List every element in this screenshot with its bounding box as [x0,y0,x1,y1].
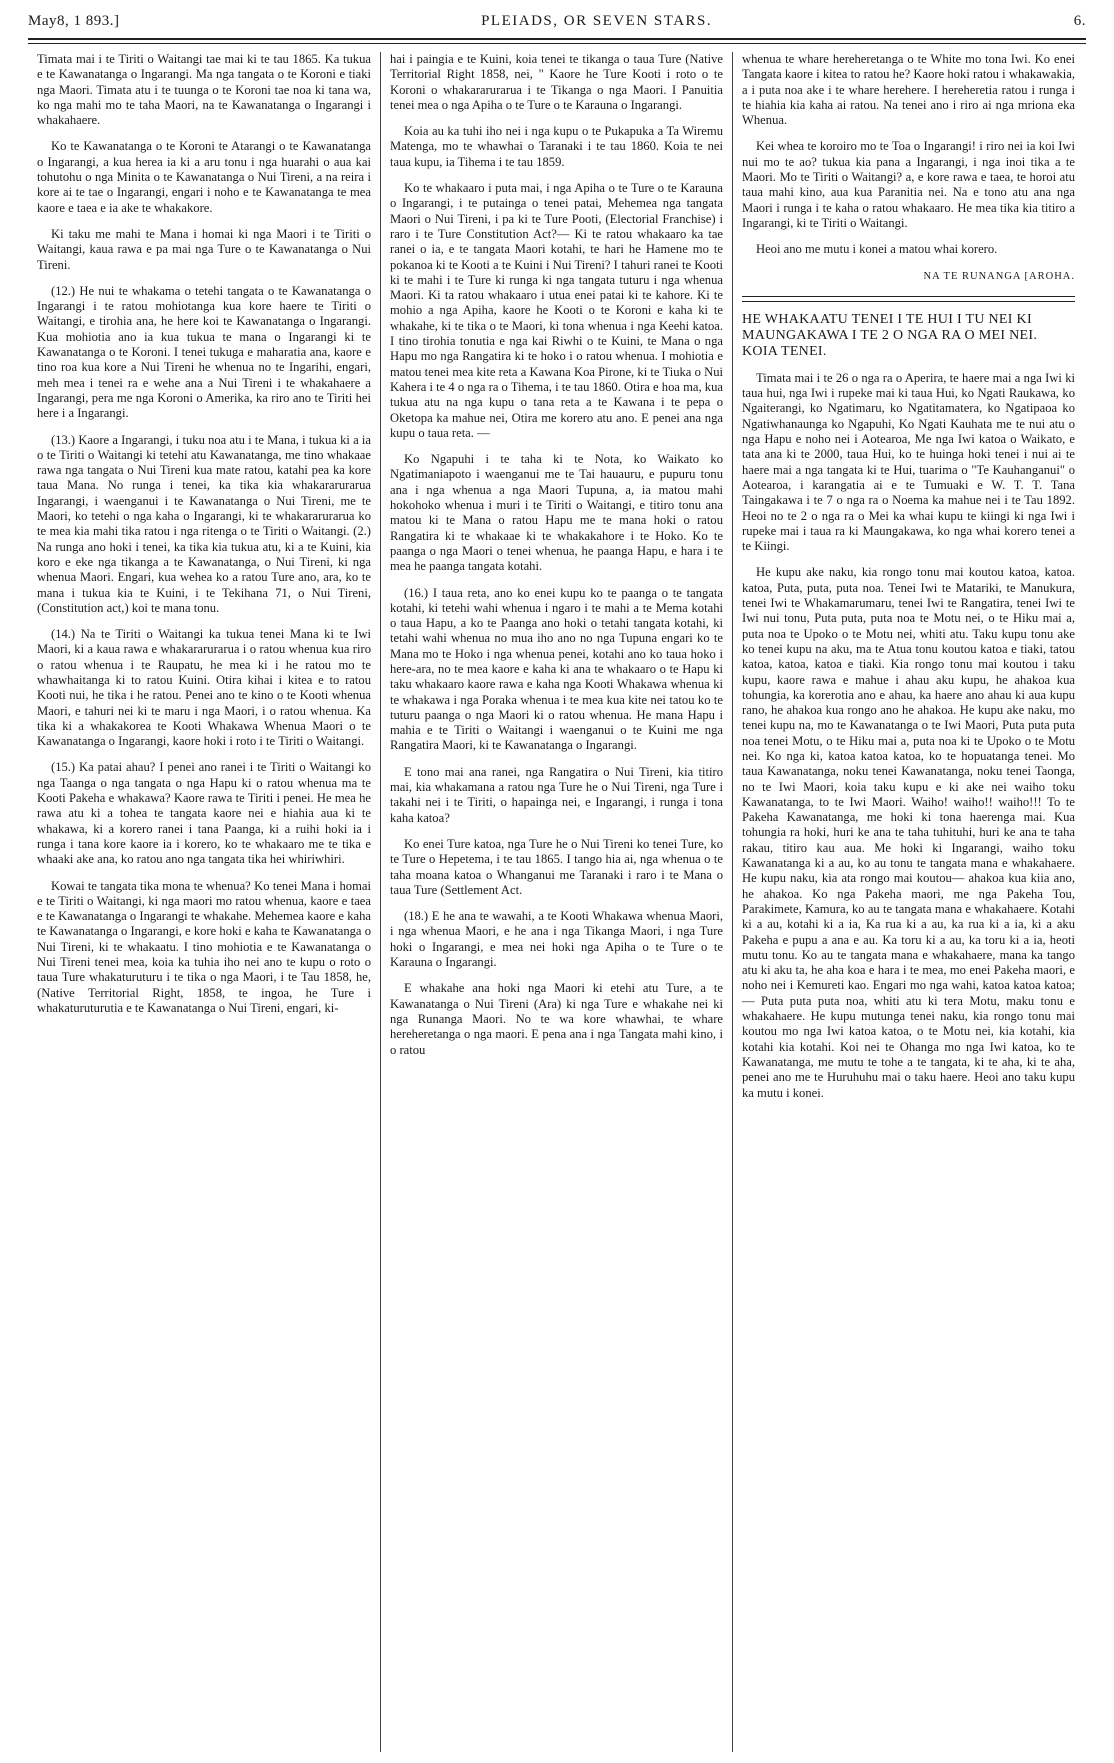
publication-title: PLEIADS, OR SEVEN STARS. [481,12,713,29]
paragraph: He kupu ake naku, kia rongo tonu mai koutou katoa, katoa. katoa, Puta, puta, puta noa. Tenei Iwi te Matariki, te Manukura, tenei Iwi te Whakamarumaru, tenei Iwi te Rangatira, tenei Iwi te Iwi nui tonu, Puta puta, puta noa te Motu nei, o te Hiku mai a, puta noa te Upoko o te Motu nei, whiti atu. Taku kupu tonu ake ko tenei kupu na aku, ma te Atua tonu koutou katoa e tiaki, tatou katoa, katoa, katoa e tiaki. Kia rongo tonu mai koutou i taku kupu, kaore rawa e mahue i ahau aku kupu, he ahakoa kua tohungia, ka korerotia ano e ahau, ka haere ano ahau ki aua kupu rano, he ahakoa kua rongo ano he ahakoa. He kupu ake naku, mo tenei kupu na, mo te Kawanatanga o te Iwi Maori, Puta puta puta noa tenei Motu, o te Hiku mai a, puta noa ki te Upoko o te Motu nei. Ko nga ki, katoa katoa katoa, ko te hopuatanga tenei. Mo taua Kawanatanga, noku tenei Kawanatanga, noku tenei Taonga, no te Iwi Maori, koia taku kupu e ki ake nei waiho toku Kawanatanga, to te Iwi Maori. Waiho! waiho!! waiho!!! To te Pakeha Kawanatanga, me hoki ki tona haerenga mai. Kua tohungia ra hoki, huri ke ana te taha tuhituhi, huri ke ana te taha rakau, titiro kau aua. Me hoki ki Ingarangi, waiho toku Kawanatanga ki a au, ko au tonu te tangata mana e whakahaere. He kupu naku, kia ata rongo mai koutou— ahakoa kua kiia ano, he ahakoa. Ko nga Pakeha maori, me nga Pakeha Tou, Parakimete, Kamura, ko au te tangata mana e whakahaere. Kotahi ki a au, kotahi ki a ia, Ka rua ki a au, ka rua ki a ia, ki a aku Pakeha e pupu a ana e au. Ka toru ki a au, ka toru ki a ia, heoti mutu tonu. Ko au te tangata mana e whakahaere, mana ka tango atu ki aku ta, he aha koa e hara i te mea, mo enei Pakeha maori, e noho nei i Kemureti kao. Engari mo nga wahi, katoa katoa katoa;— Puta puta puta noa, whiti atu ki tera Motu, maku tonu e whakahaere. He kupu mutunga tenei naku, kia rongo tonu mai koutou mo nga Iwi katoa katoa, o te Motu nei, kia kotahi, kia kotahi kia kotahi. Koi nei te Ohanga mo nga Iwi katoa, ko te Kawanatanga, me mutu te tohe a te tangata, ki te aha, ki te aha, penei ano me te Huruhuhu mai o taku haere. Heoi ano taku kupu ka mutu i konei. [742,565,1075,1100]
paragraph: whenua te whare hereheretanga o te White mo tona Iwi. Ko enei Tangata kaore i kitea to ratou he? Kaore hoki ratou i whakawakia, a i puta noa ake i te whare herehere. I hereheretia ratou i runga i te hiahia kia kaha ai ratou. Na tenei ano i riro ai nga mriona eka Whenua. [742,52,1075,128]
header-rule-thin [28,43,1086,44]
issue-date: May8, 1 893.] [28,12,120,29]
paragraph: Timata mai i te Tiriti o Waitangi tae mai ki te tau 1865. Ka tukua e te Kawanatanga o Ingarangi. Ma nga tangata o te Koroni e tiaki nga Maori. Timata atu i te tuunga o te Koroni tae noa ki tana wa, ko nga mahi mo te taha Maori, na te Kawanatanga o Ingarangi i whakahaere. [37,52,371,128]
paragraph: E whakahe ana hoki nga Maori ki etehi atu Ture, a te Kawanatanga o Nui Tireni (Ara) ki nga Ture e whakahe nei ki nga Runanga Maori. No te wa kore whawhai, te whare hereheretanga o nga maori. E pena ana i nga Tangata mahi kino, i o ratou [390,981,723,1057]
paragraph: (15.) Ka patai ahau? I penei ano ranei i te Tiriti o Waitangi ko nga Taanga o nga tangata o nga Hapu ki o ratou whenua ma te Kooti Pakeha e whakawa? Kaore rawa te Tiriti i penei. He mea he rawa atu ki a tohea te tangata kaore nei e hiahia aua ki te whakawa, ki a korero ranei i tana Paanga, ki a ruihi hoki ia i runga i tana kore kaore ia i korero, ko te whakaaro me te tika e whaaki ake ana, ko ratou ano nga tangata tika hei whiriwhiri. [37,760,371,867]
header-rule [28,38,1086,40]
page-number: 6. [1073,12,1086,29]
masthead [28,6,1086,36]
paragraph: Ko te whakaaro i puta mai, i nga Apiha o te Ture o te Karauna o Ingarangi, i te putainga o tenei patai, Mehemea nga tangata Maori o Nui Tireni, i pa ki te Ture Pooti, (Electorial Franchise) i raro i te Ture Constitution Act?— Ki te ratou whakaaro ka tae ranei o ia, e te tangata Maori kotahi, te hari he Hamene mo te pokanoa ki te Kooti a te Kuini i Nui Tireni? I tahuri ranei te Kooti ki te mahi i te Ture ki runga ki nga tangata tuturu i nga whenua Maori. Ki ta ratou whakaaro i utua enei patai ki te kahore. Ki te mohio a nga Apiha, kaore he Kooti o te Koroni e kaha ki te whakahe, ki te tika o te Maori, ki tona whenua i nga Keehi katoa. I tino tirohia tonutia e nga kai Riwhi o te Kuini, te Mana o nga Hapu mo nga Rangatira ki te hoko i o ratou whenua. I mohiotia e matou tenei mea kite reta a Kawana Koa Pirone, ki te Tiuka o Nui Kahera i te 4 o nga ra o Tihema, i te tau 1860. Otira e hoa ma, kua tukua atu na nga kupu o tana reta a te Kawana i te pepa o Oketopa ka mahue nei, Otira me korero atu ano. E penei ana nga kupu o taua reta. — [390,181,723,440]
paragraph: Ko te Kawanatanga o te Koroni te Atarangi o te Kawanatanga o Ingarangi, a kua herea ia ki a aru tonu i nga huarahi o aua kai tohutohu o nga Minita o te Kawanatanga o Nui Tireni, a na reira i kore ai te tae o Ingarangi, engari i noho e te Kawanatanga te mea kaore e taea e ia ake te whakakore. [37,139,371,215]
paragraph: Kei whea te koroiro mo te Toa o Ingarangi! i riro nei ia koi Iwi nui mo te ao? tukua kia pana a Ingarangi, i nga inoi tika a te Maori. Mo te Tiriti o Waitangi? a, e kore rawa e taea, te horoi atu taua mahi kino, aua kua Paranitia nei. Na e tono atu ana nga Maori i runga i te kaha o ratou whakaaro. He mea tika kia titiro a Ingarangi, ki te Tiriti o Waitangi. [742,139,1075,230]
paragraph: Kowai te tangata tika mona te whenua? Ko tenei Mana i homai e te Tiriti o Waitangi, ki nga maori mo ratou whenua, kaore e taea e te Kawanatanga o Ingarangi te whakahe. Mehemea kaore e kaha te Kawanatanga o Ingarangi, e kore hoki e kaha te Kawanatanga o Nui Tireni, ki te whakaatu. I tino mohiotia e te Kawanatanga o Nui Tireni tenei mea, koia ka tuhia iho nei ano te kupu o roto o taua Ture whakaturuturu i te tika o nga Maori, i te Tau 1858, he, (Native Territorial Right, 1858, te ingoa, he Ture i whakaturuturutia e te Kawanatanga o Nui Tireni, engari, ki- [37,878,371,1015]
article-signature: NA TE RUNANGA [AROHA. [923,270,1075,282]
paragraph: (13.) Kaore a Ingarangi, i tuku noa atu i te Mana, i tukua ki a ia o te Tiriti o Waitangi ki tetehi atu Kawanatanga, me tino whakaae rawa nga tangata o Nui Tireni kua mate ratou, katahi pea ka kore taua Mana. No runga i tenei, ka tika kia whakararurarua Ingarangi, i waenganui i te Kawanatanga o Nui Tireni, me te Maori, ko tetehi o nga kaha o Ingarangi, ki te whakararurarua ko te mea kia mahi tika ratou i nga ritenga o te Tiriti o Waitangi. (2.) Na runga ano hoki i tenei, ka tika kia tukua atu, ki a te Kuini, kia koro e eke nga tikanga a te Kawanatanga, o Nui Tireni, ki nga whenua Maori. Engari, kua wehea ko a ratou Ture ano, ara, ko te mana i tukua kia te Kuini, i te Tekihana 71, o Nui Tireni, (Constitution act,) koi te mana tonu. [37,432,371,615]
paragraph: (14.) Na te Tiriti o Waitangi ka tukua tenei Mana ki te Iwi Maori, ki a kaua rawa e whakararurarua i o ratou whenua kua riro o ratou whenua i te Raupatu, he mea ki i he ratou mo te whawhaitanga ki to ratou Kuini. Otira kihai i kitea e to ratou Kooti nui, he tika i he ratou. Penei ano te kino o te Kooti whenua Maori, e tahuri nei ki te maru i nga Maori, i o ratou whenua. Ka tika ki a whakakorea te Kooti Whakawa Whenua Maori o te Kawanatanga o Ingarangi, kaore hoki i roto i te Tiriti o Waitangi. [37,627,371,749]
paragraph: (16.) I taua reta, ano ko enei kupu ko te paanga o te tangata kotahi, ki tetehi wahi whenua i ngaro i te mahi a te Mema kotahi o taua Hapu, a ko te Paanga ano hoki o tetahi tangata kotahi, ki tetahi wahi whenua no mua iho ano no nga Tupuna engari ko te Mana mo te Hoko i nga whenua penei, kotahi ano ko taua hoko i here-ara, no te mea kaore e kaha ki ana te whakaaro o te Hapu ki taku whakaaro kaore rawa e kaha nga Kooti Whakawa whenua ki te whakawa i nga Poraka whenua i te mea kua kite nei tatou ko te tuturu paanga o nga Maori ki o ratou whenua. He mana Hapu i mahia e te Tiriti o Waitangi i waenganui o te Kuini me nga Rangatira Maori, ki te Kawanatanga o Ingarangi. [390,585,723,753]
paragraph: Ki taku me mahi te Mana i homai ki nga Maori i te Tiriti o Waitangi, kaua rawa e pa mai nga Ture o te Kawanatanga o Nui Tireni. [37,226,371,272]
column-2 [380,52,732,1752]
paragraph: Timata mai i te 26 o nga ra o Aperira, te haere mai a nga Iwi ki taua hui, nga Iwi i rupeke mai ki taua Hui, ko Ngati Raukawa, ko Ngaiterangi, ko Ngatimaru, ko Ngatitamatera, ko Ngatipaoa ko Ngatiwhanaunga ko Ngapuhi, Ko Ngati Kauhata me te nui atu o nga Hapu e noho nei i Aotearoa, Me nga Iwi katoa o Waikato, e tata ana ki te 2000, taua Hui, ko te huinga hoki tenei i nui ai te haere mai a nga tangata ki te Hui, tuarima o "Te Kauhanganui" o Aotearoa, i karangatia ai e te Tumuaki e W. T. T. Tana Taingakawa i te 7 o nga ra o Noema ka mahue nei i te Tau 1892. Heoi no te 2 o nga ra o Mei ka whai kupu te kiingi ki nga Iwi i rupeke mai i taua ra ki Maungakawa, ko nga whai korero tenei a te Kiingi. [742,370,1075,554]
paragraph: (18.) E he ana te wawahi, a te Kooti Whakawa whenua Maori, i nga whenua Maori, e he ana i nga Tikanga Maori, i nga Ture hoki o Ingarangi, e mea nei hoki nga Apiha o te Ture o te Karauna o Ingarangi. [390,909,723,970]
section-divider-thin [742,301,1075,302]
paragraph: Ko enei Ture katoa, nga Ture he o Nui Tireni ko tenei Ture, ko te Ture o Hepetema, i te tau 1865. I tango hia ai, nga whenua o te taha moana katoa o Whanganui me Taranaki i raro i te Mana o taua Ture (Settlement Act. [390,836,723,897]
paragraph: (12.) He nui te whakama o tetehi tangata o te Kawanatanga o Ingarangi i te ratou mohiotanga kua kore haere te Tiriti o Waitangi, e tirohia ana, he here koi te Kawanatanga o Ingarangi. Kua mohiotia ano ia kua tukua te mana o Ingarangi ki te Kawanatanga o te Koroni. I tenei tukuga e maharatia ana, kaore e tino roa kua kore a Nui Tireni he whenua no te Ingarihi, engari, meh mea i tenei ra e wehe ana a Nui Tireni i te whakahaere a Ingarangi, pera me nga Koroni o Amerika, ka riro ano te Tiriti hei here i a Ingarangi. [37,283,371,421]
paragraph: Koia au ka tuhi iho nei i nga kupu o te Pukapuka a Ta Wiremu Matenga, mo te whawhai o Taranaki i te tau 1860. Koia te nei taua kupu, ia Tihema i te tau 1859. [390,124,723,169]
article-columns [28,52,1086,1752]
article-heading: HE WHAKAATU TENEI I TE HUI I TU NEI KI MAUNGAKAWA I TE 2 O NGA RA O MEI NEI. KOIA TENEI. [742,311,1038,359]
paragraph: hai i paingia e te Kuini, koia tenei te tikanga o taua Ture (Native Territorial Right 1858, nei, " Kaore he Ture Kooti i roto o te Koroni o whakararurarua i te Tikanga o nga Maori. I Panuitia tenei mea o nga Apiha o te Ture o te Karauna o Ingarangi. [390,52,723,112]
section-divider [742,296,1075,297]
paragraph: Heoi ano me mutu i konei a matou whai korero. [756,242,998,257]
paragraph: E tono mai ana ranei, nga Rangatira o Nui Tireni, kia titiro mai, kia whakamana a ratou nga Ture he o Nui Tireni, nga Ture i takahi nei i te Tiriti, o hapainga nei, e Ingarangi, i runga i tona kaha katoa? [390,764,723,825]
paragraph: Ko Ngapuhi i te taha ki te Nota, ko Waikato ko Ngatimaniapoto i waenganui me te Tai hauauru, e pupuru tonu ana i nga whenua a nga Maori Tupuna, a, ia matou mahi hokohoko whenua i muri i te Tiriti o Waitangi, e titiro tonu ana matou ki te Mana o ratou Hapu me te mana hoki o ratou Rangatira ki te whakaae ki te whakakahore i te Hoko. Ko te paanga o nga Maori o tenei whenua, he paanga Hapu, e hara i te mea he paanga tangata kotahi. [390,452,723,574]
column-1 [28,52,380,1752]
column-3 [732,52,1084,1752]
